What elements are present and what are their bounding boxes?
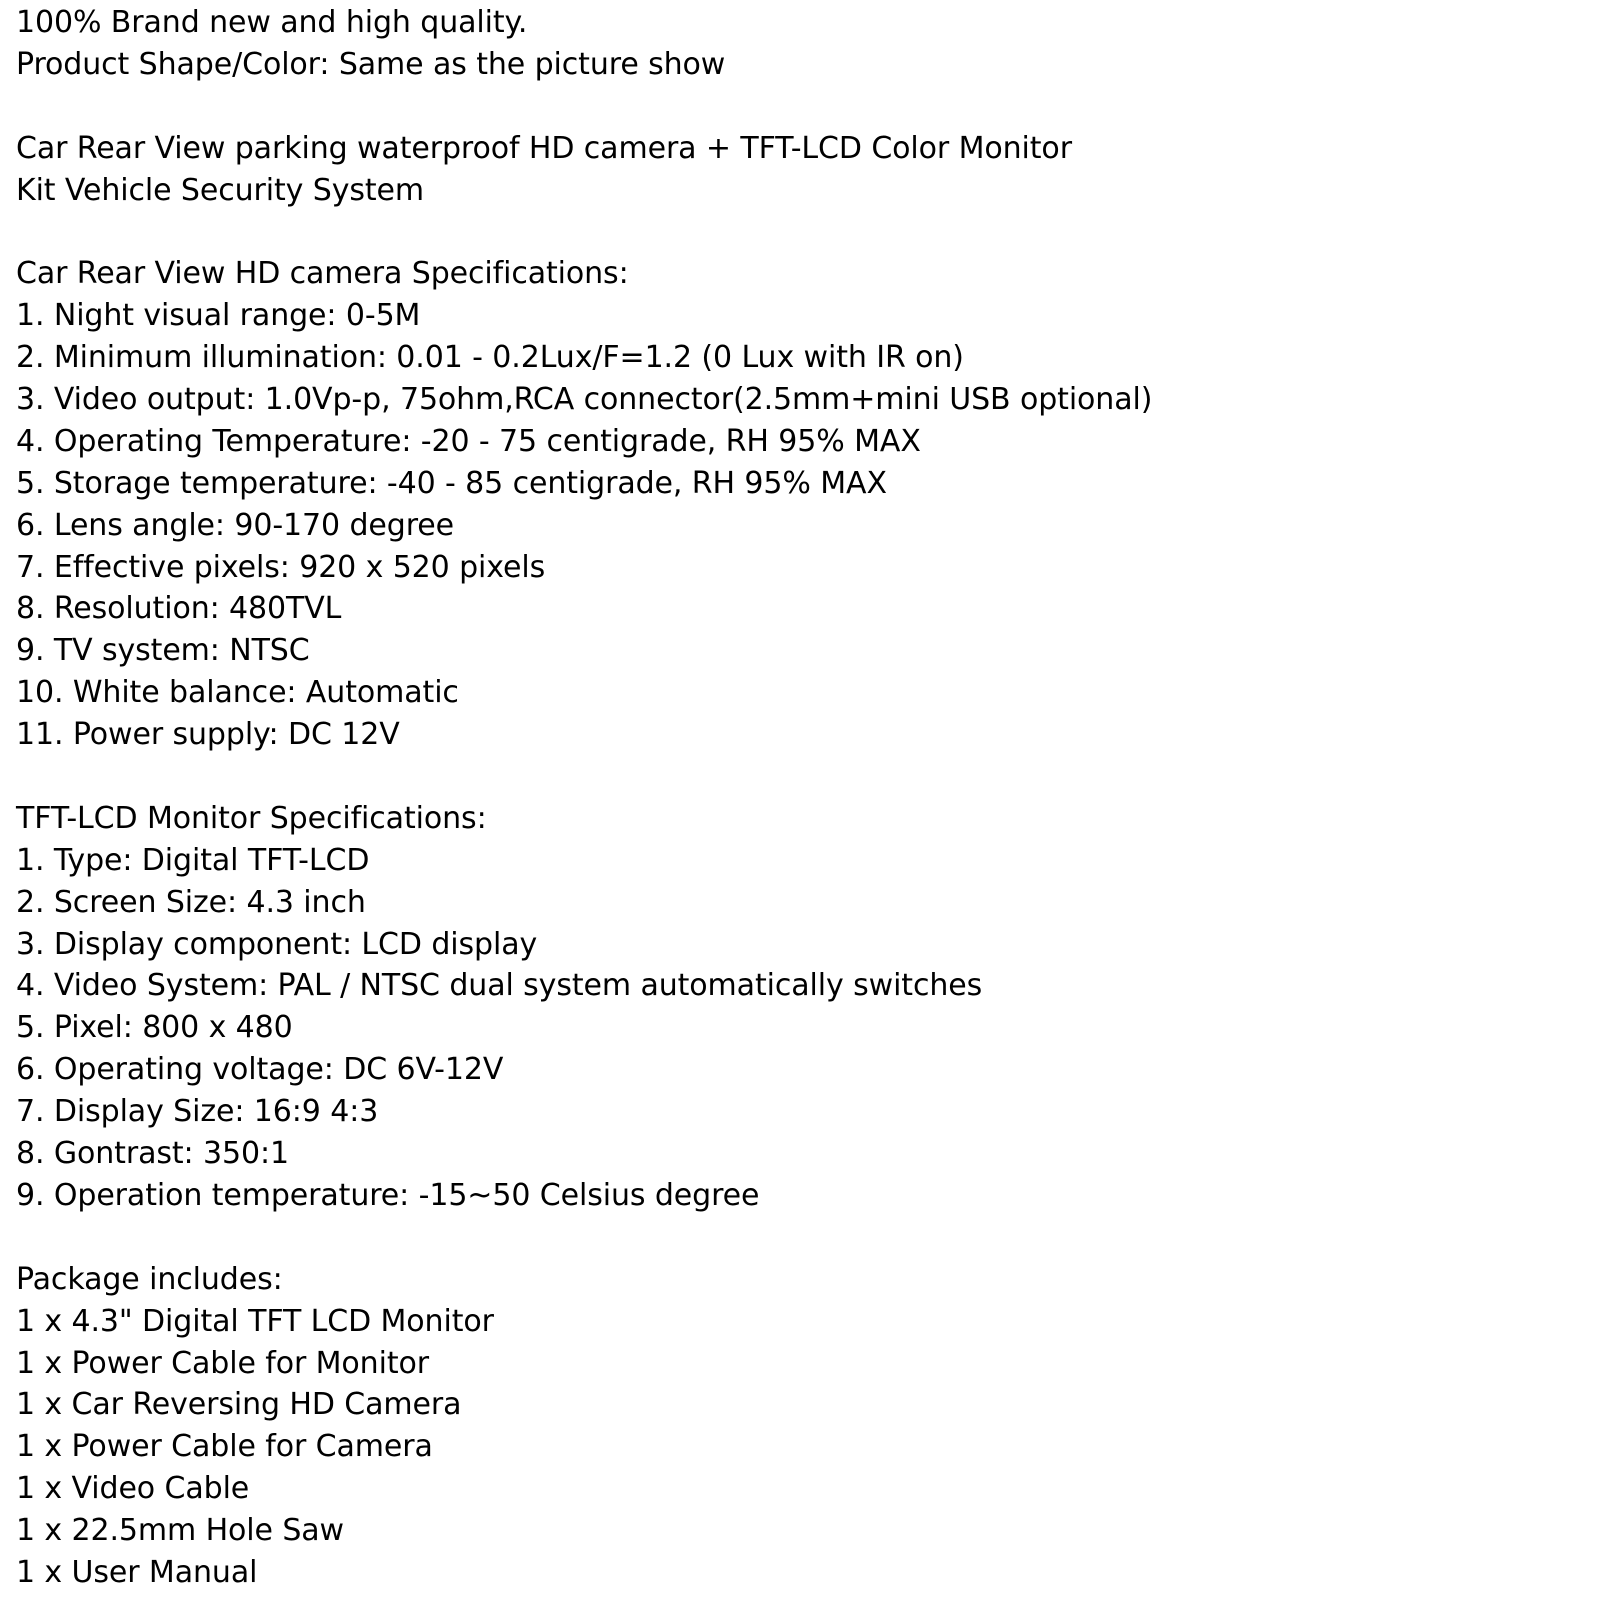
package-item: 1 x Power Cable for Monitor xyxy=(16,1345,429,1381)
camera-specs-heading: Car Rear View HD camera Specifications: xyxy=(16,256,629,292)
product-title-line: Kit Vehicle Security System xyxy=(16,172,425,208)
monitor-spec-item: 3. Display component: LCD display xyxy=(16,926,538,962)
camera-spec-item: 4. Operating Temperature: -20 - 75 centigrade, RH 95% MAX xyxy=(16,423,921,459)
camera-spec-item: 10. White balance: Automatic xyxy=(16,675,459,711)
spacer xyxy=(16,211,1586,253)
monitor-spec-item: 1. Type: Digital TFT-LCD xyxy=(16,842,370,878)
product-title-line: Car Rear View parking waterproof HD camera + TFT-LCD Color Monitor xyxy=(16,130,1072,166)
spacer xyxy=(16,86,1586,128)
camera-spec-item: 6. Lens angle: 90-170 degree xyxy=(16,507,454,543)
spacer xyxy=(16,1217,1586,1259)
package-heading: Package includes: xyxy=(16,1261,283,1297)
camera-spec-item: 7. Effective pixels: 920 x 520 pixels xyxy=(16,549,546,585)
monitor-spec-item: 2. Screen Size: 4.3 inch xyxy=(16,884,366,920)
monitor-spec-item: 8. Gontrast: 350:1 xyxy=(16,1136,289,1172)
package-item: 1 x Video Cable xyxy=(16,1471,250,1507)
camera-spec-item: 2. Minimum illumination: 0.01 - 0.2Lux/F=1.2 (0 Lux with IR on) xyxy=(16,340,964,376)
package-item: 1 x 4.3" Digital TFT LCD Monitor xyxy=(16,1303,494,1339)
camera-spec-item: 5. Storage temperature: -40 - 85 centigrade, RH 95% MAX xyxy=(16,465,887,501)
intro-line: 100% Brand new and high quality. xyxy=(16,5,528,40)
monitor-spec-item: 6. Operating voltage: DC 6V-12V xyxy=(16,1052,504,1088)
monitor-specs-heading: TFT-LCD Monitor Specifications: xyxy=(16,800,487,836)
package-item: 1 x 22.5mm Hole Saw xyxy=(16,1513,344,1549)
spacer xyxy=(16,756,1586,798)
intro-line: Product Shape/Color: Same as the picture show xyxy=(16,46,726,82)
camera-spec-item: 8. Resolution: 480TVL xyxy=(16,591,342,627)
monitor-spec-item: 9. Operation temperature: -15~50 Celsius degree xyxy=(16,1177,760,1213)
camera-spec-item: 9. TV system: NTSC xyxy=(16,633,310,669)
monitor-spec-item: 5. Pixel: 800 x 480 xyxy=(16,1010,293,1046)
camera-spec-item: 3. Video output: 1.0Vp-p, 75ohm,RCA connector(2.5mm+mini USB optional) xyxy=(16,382,1153,418)
camera-spec-item: 11. Power supply: DC 12V xyxy=(16,717,400,753)
camera-spec-item: 1. Night visual range: 0-5M xyxy=(16,298,421,334)
product-description xyxy=(16,2,1586,1594)
package-item: 1 x Power Cable for Camera xyxy=(16,1429,433,1465)
package-item: 1 x User Manual xyxy=(16,1554,258,1590)
monitor-spec-item: 4. Video System: PAL / NTSC dual system automatically switches xyxy=(16,968,983,1004)
package-item: 1 x Car Reversing HD Camera xyxy=(16,1387,462,1423)
monitor-spec-item: 7. Display Size: 16:9 4:3 xyxy=(16,1094,379,1130)
